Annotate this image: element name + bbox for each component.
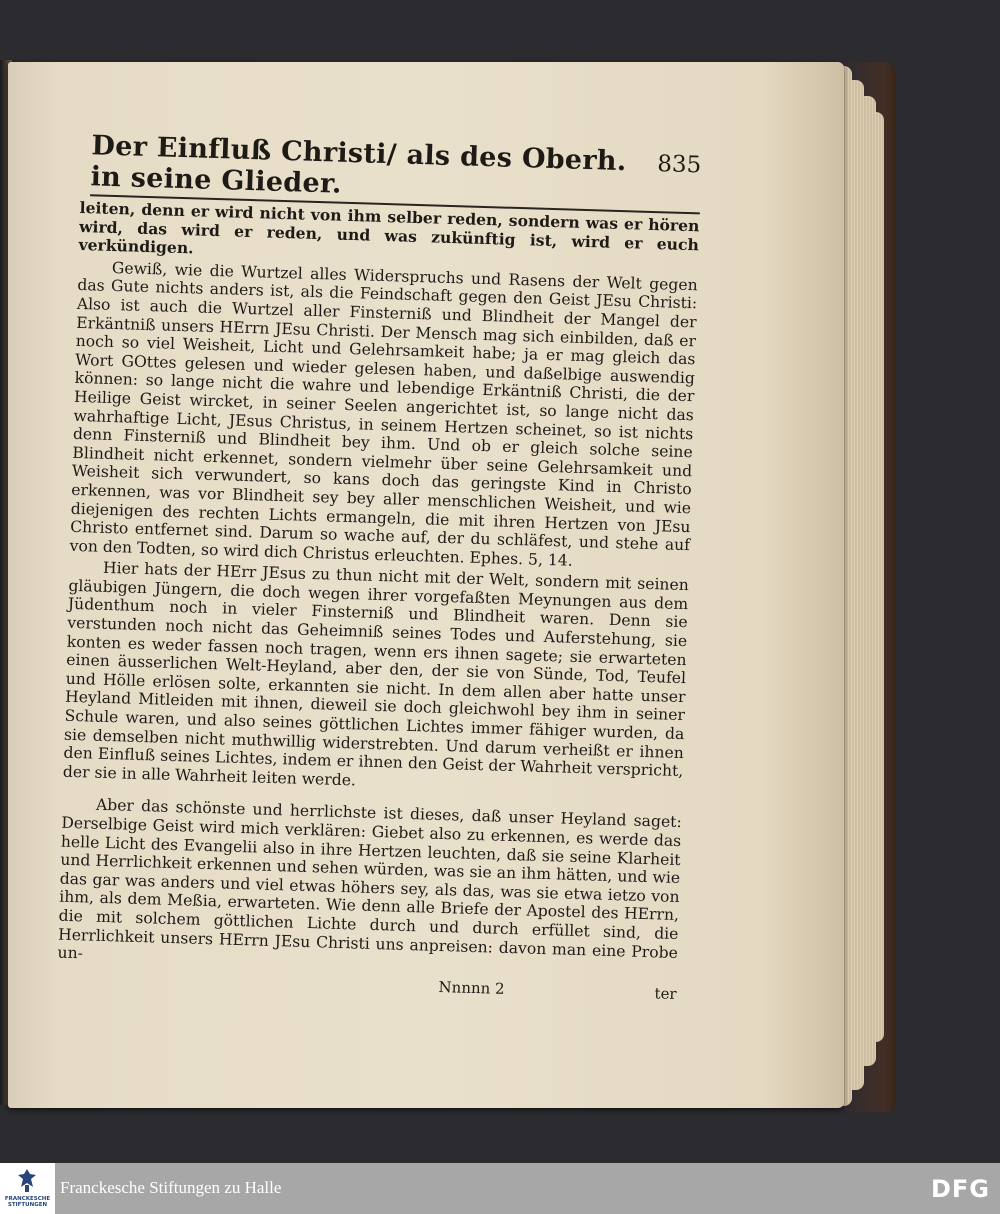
logo-text: FRANCKESCHE STIFTUNGEN	[4, 1196, 51, 1208]
institution-name[interactable]: Franckesche Stiftungen zu Halle	[60, 1178, 282, 1197]
catchword: ter	[654, 984, 677, 1003]
running-head: Der Einfluß Christi/ als des Oberh. in seine Glieder.	[90, 130, 627, 200]
signature-mark: Nnnnn 2	[438, 977, 505, 998]
page-number: 835	[656, 151, 702, 179]
footer-bar	[0, 1163, 1000, 1214]
eagle-icon	[16, 1167, 38, 1193]
institution-logo[interactable]	[0, 1163, 55, 1214]
page-stack	[874, 112, 884, 1042]
dfg-logo[interactable]: DFG	[930, 1175, 990, 1203]
paragraph: Aber das schönste und herrlichste ist dieses, daß unser Heyland saget: Derselbige Geist wird mich verklären: Giebet also zu erkennen, es werde das helle Licht des Evangelii also in ihre Hertzen leuchten, daß sie seine Klarheit und Herrlichkeit erkennen und sehen würden, was sie an ihm hätten, und wie das gar was anders und viel etwas höhers sey, als das, was sie etwa ietzo von ihm, als dem Meßia, erwarteten. Wie denn alle Briefe der Apostel des HErrn, die mit solchem göttlichen Lichte durch und durch erfüllet sind, die Herrlichkeit unsers HErrn JEsu Christi uns anpreisen: davon man eine Probe un-	[57, 796, 682, 963]
paragraph: Gewiß, wie die Wurtzel alles Widerspruchs und Rasens der Welt gegen das Gute nichts anders ist, als die Feindschaft gegen den Geist JEsu Christi: Also ist auch die Wurtzel aller Finsterniß und Blindheit der Mangel der Erkäntniß unsers HErrn JEsu Christi. Der Mensch mag sich einbilden, daß er noch so viel Weisheit, Licht und Gelehrsamkeit habe; ja er mag gleich das Wort GOttes gelesen und wieder gelesen haben, und daßelbige auswendig können: so lange nicht die wahre und lebendige Erkäntniß Christi, die der Heilige Geist wircket, in seiner Seelen angerichtet ist, so lange nicht das wahrhaftige Licht, JEsus Christus, in seinem Hertzen scheinet, so ist nichts denn Finsterniß und Blindheit bey ihm. Und ob er gleich solche seine Blindheit nicht erkennet, sondern vielmehr über seine Gelehrsamkeit und Weisheit sich verwundert, so kans doch das geringste Kind in Christo erkennen, was vor Blindheit sey bey aller menschlichen Weisheit, und wie diejenigen des rechten Lichts ermangeln, die mit ihren Hertzen von JEsu Christo entfernet sind. Darum so wache auf, der du schläfest, und stehe auf von den Todten, so wird dich Christus erleuchten. Ephes. 5, 14.	[69, 258, 698, 570]
paragraph: leiten, denn er wird nicht von ihm selber reden, sondern was er hören wird, das wird er reden, und was zukünftig ist, wird er euch verkündigen.	[78, 197, 700, 258]
page-text	[57, 130, 702, 1003]
paragraph: Hier hats der HErr JEsus zu thun nicht mit der Welt, sondern mit seinen gläubigen Jüngern, die doch wegen ihrer vorgefaßten Meynungen aus dem Jüdenthum noch in vieler Finsterniß und Blindheit waren. Denn sie verstunden noch nicht das Geheimniß seines Todes und Auferstehung, sie konten es weder fassen noch tragen, wenn ers ihnen sagete; sie erwarteten einen äusserlichen Welt-Heyland, aber den, der sie von Sünde, Tod, Teufel und Hölle erlösen solte, erkannten sie nicht. In dem allen aber hatte unser Heyland Mitleiden mit ihnen, dieweil sie doch gleichwohl bey ihm in seiner Schule waren, und also seines göttlichen Lichtes immer fähiger wurden, da sie demselben nicht muthwillig widerstrebten. Und darum verheißt er ihnen den Einfluß seines Lichtes, indem er ihnen den Geist der Wahrheit verspricht, der sie in alle Wahrheit leiten werde.	[62, 559, 690, 790]
